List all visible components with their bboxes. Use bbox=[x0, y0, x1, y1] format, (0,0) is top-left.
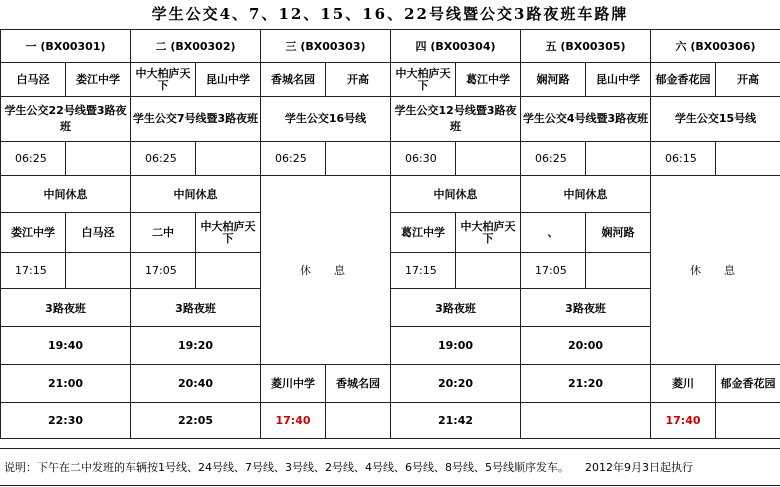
day-header: 二 (BX00302) bbox=[131, 30, 261, 63]
route-name: 学生公交15号线 bbox=[651, 97, 780, 142]
stop-cell: 葛江中学 bbox=[456, 63, 521, 97]
stop-cell: 娄江中学 bbox=[1, 213, 66, 253]
stop-cell: 白马泾 bbox=[66, 213, 131, 253]
route-name: 学生公交4号线暨3路夜班 bbox=[521, 97, 651, 142]
stop-cell: 娴河路 bbox=[521, 63, 586, 97]
stop-cell: 葛江中学 bbox=[391, 213, 456, 253]
stop-cell: 菱川中学 bbox=[261, 365, 326, 403]
night-time: 19:20 bbox=[131, 327, 261, 365]
stop-cell: 娄江中学 bbox=[66, 63, 131, 97]
stop-cell: 开高 bbox=[716, 63, 780, 97]
night-time: 19:00 bbox=[391, 327, 521, 365]
stop-cell: 昆山中学 bbox=[586, 63, 651, 97]
stop-cell: 白马泾 bbox=[1, 63, 66, 97]
stop-cell: 郁金香花园 bbox=[651, 63, 716, 97]
day-header: 五 (BX00305) bbox=[521, 30, 651, 63]
stop-cell: 昆山中学 bbox=[196, 63, 261, 97]
pm-time: 17:05 bbox=[521, 253, 586, 289]
start-time: 06:25 bbox=[521, 142, 586, 176]
pm-time-highlight: 17:40 bbox=[651, 403, 716, 439]
night-time: 20:00 bbox=[521, 327, 651, 365]
night-time: 19:40 bbox=[1, 327, 131, 365]
night-time: 20:40 bbox=[131, 365, 261, 403]
stop-cell: 娴河路 bbox=[586, 213, 651, 253]
night-time: 20:20 bbox=[391, 365, 521, 403]
stop-cell: 中大柏庐天下 bbox=[391, 63, 456, 97]
start-time: 06:15 bbox=[651, 142, 716, 176]
route-name: 学生公交16号线 bbox=[261, 97, 391, 142]
start-time: 06:25 bbox=[131, 142, 196, 176]
pm-time-highlight: 17:40 bbox=[261, 403, 326, 439]
rest-day: 休 息 bbox=[261, 176, 391, 365]
stop-cell: 菱川 bbox=[651, 365, 716, 403]
pm-time: 17:15 bbox=[1, 253, 66, 289]
stop-cell: 、 bbox=[521, 213, 586, 253]
stop-cell: 开高 bbox=[326, 63, 391, 97]
night-time: 22:30 bbox=[1, 403, 131, 439]
stop-cell: 中大柏庐天下 bbox=[131, 63, 196, 97]
night-shift-label: 3路夜班 bbox=[131, 289, 261, 327]
start-time: 06:25 bbox=[261, 142, 326, 176]
start-time: 06:25 bbox=[1, 142, 66, 176]
night-time: 22:05 bbox=[131, 403, 261, 439]
night-shift-label: 3路夜班 bbox=[391, 289, 521, 327]
footer-note bbox=[0, 448, 780, 486]
stop-cell: 香城名园 bbox=[326, 365, 391, 403]
note-text: 说明：下午在二中发班的车辆按1号线、24号线、7号线、3号线、2号线、4号线、6号线、8号线、5号线顺序发车。 bbox=[4, 461, 569, 474]
day-header: 六 (BX00306) bbox=[651, 30, 780, 63]
route-name: 学生公交12号线暨3路夜班 bbox=[391, 97, 521, 142]
stop-cell: 中大柏庐天下 bbox=[196, 213, 261, 253]
schedule-table bbox=[0, 29, 780, 439]
night-shift-label: 3路夜班 bbox=[1, 289, 131, 327]
stop-cell: 中大柏庐天下 bbox=[456, 213, 521, 253]
day-header: 一 (BX00301) bbox=[1, 30, 131, 63]
night-time: 21:20 bbox=[521, 365, 651, 403]
night-time bbox=[521, 403, 651, 439]
effective-date: 2012年9月3日起执行 bbox=[584, 461, 693, 474]
midday-rest: 中间休息 bbox=[131, 176, 261, 213]
route-name: 学生公交7号线暨3路夜班 bbox=[131, 97, 261, 142]
stop-cell: 二中 bbox=[131, 213, 196, 253]
stop-cell: 香城名园 bbox=[261, 63, 326, 97]
midday-rest: 中间休息 bbox=[1, 176, 131, 213]
night-time: 21:42 bbox=[391, 403, 521, 439]
night-time: 21:00 bbox=[1, 365, 131, 403]
pm-time: 17:15 bbox=[391, 253, 456, 289]
midday-rest: 中间休息 bbox=[391, 176, 521, 213]
midday-rest: 中间休息 bbox=[521, 176, 651, 213]
stop-cell: 郁金香花园 bbox=[716, 365, 780, 403]
night-shift-label: 3路夜班 bbox=[521, 289, 651, 327]
route-name: 学生公交22号线暨3路夜班 bbox=[1, 97, 131, 142]
pm-time: 17:05 bbox=[131, 253, 196, 289]
page-title: 学生公交4、7、12、15、16、22号线暨公交3路夜班车路牌 bbox=[151, 5, 629, 23]
rest-day: 休 息 bbox=[651, 176, 780, 365]
start-time: 06:30 bbox=[391, 142, 456, 176]
day-header: 三 (BX00303) bbox=[261, 30, 391, 63]
day-header: 四 (BX00304) bbox=[391, 30, 521, 63]
